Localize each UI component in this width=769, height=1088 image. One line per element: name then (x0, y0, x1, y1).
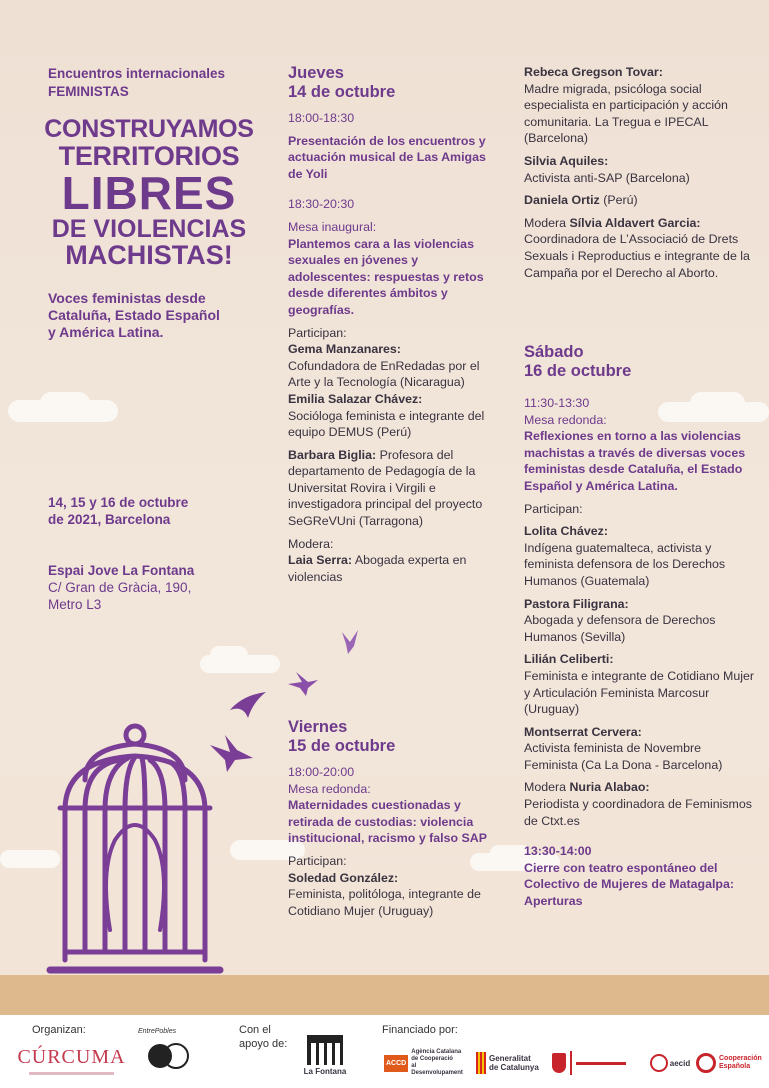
venue-name: Espai Jove La Fontana (48, 563, 195, 578)
moderator-desc: Abogada experta en violencias (288, 553, 467, 584)
bird-icon (286, 670, 320, 698)
thursday-s2-type: Mesa inaugural: (288, 219, 377, 234)
entrepobles-text: EntrePobles (138, 1028, 177, 1035)
speaker-entry (288, 447, 498, 530)
subtitle-line1: Voces feministas desde (48, 290, 206, 306)
la-fontana-logo (300, 1026, 350, 1082)
pre-title-line1: Encuentros internacionales (48, 66, 226, 81)
saturday-s1-time: 11:30-13:30 (524, 396, 590, 410)
accd-text-line2: de Cooperació (411, 1056, 453, 1062)
title-line2: TERRITORIOS (58, 141, 240, 171)
bird-icon (205, 730, 255, 775)
friday-s1-type: Mesa redonda: (288, 781, 371, 796)
main-title (40, 116, 258, 268)
saturday-s2-title: Cierre con teatro espontáneo del Colectivo de Mujeres de Matagalpa: Aperturas (524, 860, 735, 909)
speaker-name: Montserrat Cervera: (524, 724, 642, 739)
generalitat-flag-icon (476, 1052, 486, 1074)
speaker-name: Lilián Celiberti: (524, 652, 614, 667)
moderator-name: Sílvia Aldavert Garcia: (569, 215, 701, 230)
friday-continued (524, 64, 754, 281)
friday-s1-time: 18:00-20:00 (288, 765, 355, 779)
moderator-entry (288, 552, 498, 585)
generalitat-logo (476, 1046, 544, 1080)
title-line5: MACHISTAS! (65, 240, 233, 270)
cooperacion-text (719, 1055, 762, 1071)
bird-icon (338, 628, 362, 656)
subtitle-line3: y América Latina. (48, 324, 164, 340)
saturday-s1-type: Mesa redonda: (524, 412, 607, 427)
thursday-s1-title: Presentación de los encuentros y actuación musical de Las Amigas de Yoli (288, 133, 486, 181)
aecid-logo (648, 1046, 692, 1080)
accd-text-line1: Agència Catalana (411, 1049, 462, 1055)
accd-logo-mark: ACCD (384, 1055, 408, 1072)
event-venue (48, 562, 194, 613)
speaker-desc: Activista feminista de Novembre Feminista (Ca La Dona - Barcelona) (524, 741, 723, 772)
friday-participan: Participan: (288, 853, 347, 868)
aecid-text: aecid (669, 1058, 691, 1068)
thursday-section (288, 64, 498, 585)
moderator-label: Modera (524, 215, 570, 230)
friday-date: 15 de octubre (288, 737, 396, 755)
cloud (40, 392, 90, 414)
entrepobles-logo (138, 1030, 198, 1082)
moderator-desc: Coordinadora de L’Associació de Drets Sexuals i Reproductius e integrante de la Campaña por el Derecho al Aborto. (524, 232, 750, 280)
generalitat-text-line1: Generalitat (489, 1054, 531, 1063)
accd-logo (384, 1046, 466, 1080)
accd-text-line3: al Desenvolupament (411, 1063, 463, 1076)
saturday-s1-title: Reflexiones en torno a las violencias machistas a través de diversas voces feministas desde Cataluña, el Estado Español y América Latina. (524, 429, 746, 493)
venue-address2: Metro L3 (48, 597, 102, 612)
con-el-label: Con el (239, 1024, 271, 1036)
generalitat-text (489, 1054, 539, 1072)
cooperacion-text-line1: Cooperación (719, 1055, 762, 1062)
speaker-name: Daniela Ortiz (524, 193, 600, 208)
friday-s1-title: Maternidades cuestionadas y retirada de custodias: violencia institucional, racismo y falso SAP (288, 798, 487, 846)
thursday-s1-time: 18:00-18:30 (288, 111, 355, 125)
saturday-date: 16 de octubre (524, 362, 632, 380)
subtitle (48, 290, 220, 341)
speaker-name: Barbara Biglia: (288, 447, 377, 462)
cooperacion-espanola-logo (696, 1046, 766, 1080)
speaker-name: Silvia Aquiles: (524, 153, 609, 168)
thursday-s2-title: Plantemos cara a las violencias sexuales en jóvenes y adolescentes: respuestas y retos desde diferentes ámbitos y geografías. (288, 236, 484, 317)
apoyo-label: apoyo de: (239, 1038, 288, 1050)
cooperacion-circle-icon (696, 1053, 716, 1073)
title-line1: CONSTRUYAMOS (44, 115, 254, 143)
speaker-desc: Indígena guatemalteca, activista y feminista defensora de los Derechos Humanos (Guatemala) (524, 540, 726, 588)
speaker-desc: Feminista, politóloga, integrante de Cotidiano Mujer (Uruguay) (288, 887, 481, 918)
la-fontana-logo-mark (305, 1033, 345, 1067)
thursday-moderator-label: Modera: (288, 536, 334, 551)
moderator-entry (524, 215, 754, 232)
venue-address1: C/ Gran de Gràcia, 190, (48, 580, 192, 595)
title-line3: LIBRES (61, 167, 237, 219)
speaker-name: Gema Manzanares: (288, 342, 401, 357)
spanish-ministry-logo (552, 1046, 642, 1080)
dates-line2: de 2021, Barcelona (48, 512, 171, 527)
thursday-date: 14 de octubre (288, 83, 396, 101)
moderator-entry (524, 779, 756, 796)
speaker-name: Soledad González: (288, 870, 399, 885)
pre-title (48, 65, 225, 101)
entrepobles-logo-mark (138, 1030, 198, 1082)
generalitat-text-line2: de Catalunya (489, 1063, 539, 1072)
event-dates (48, 494, 188, 528)
la-fontana-text: La Fontana (303, 1066, 347, 1076)
thursday-s2-time: 18:30-20:30 (288, 197, 355, 212)
friday-section (288, 718, 488, 919)
curcuma-logo (17, 1040, 126, 1080)
ground-strip (0, 975, 769, 1015)
saturday-s2-time: 13:30-14:00 (524, 844, 592, 859)
speaker-name: Lolita Chávez: (524, 524, 608, 539)
thursday-day: Jueves (288, 64, 344, 82)
dates-line1: 14, 15 y 16 de octubre (48, 495, 189, 510)
accd-text (411, 1049, 466, 1077)
moderator-desc: Periodista y coordinadora de Feminismos de Ctxt.es (524, 797, 752, 828)
moderator-label: Modera (524, 780, 570, 795)
speaker-name: Rebeca Gregson Tovar: (524, 65, 663, 79)
subtitle-line2: Cataluña, Estado Español (48, 307, 220, 323)
aecid-circle-icon (650, 1054, 668, 1072)
speaker-desc: Madre migrada, psicóloga social especialista en participación y acción comunitaria. La Tregua e IPECAL (Barcelona) (524, 81, 728, 146)
speaker-entry (524, 192, 754, 209)
saturday-day: Sábado (524, 343, 584, 361)
speaker-name: Pastora Filigrana: (524, 596, 629, 611)
cooperacion-text-line2: Española (719, 1063, 751, 1070)
title-line4: DE VIOLENCIAS (51, 215, 247, 243)
speaker-desc: Feminista e integrante de Cotidiano Mujer y Articulación Feminista Marcosur (Uruguay) (524, 668, 755, 717)
speaker-desc: Cofundadora de EnRedadas por el Arte y la Tecnología (Nicaragua) (288, 358, 480, 390)
saturday-participan: Participan: (524, 501, 583, 516)
pre-title-line2: FEMINISTAS (48, 84, 129, 99)
speaker-desc: Activista anti-SAP (Barcelona) (524, 170, 690, 185)
speaker-desc: (Perú) (599, 193, 638, 208)
speaker-desc: Socióloga feminista e integrante del equipo DEMUS (Perú) (288, 408, 485, 440)
bird-icon (228, 690, 268, 720)
speaker-desc: Abogada y defensora de Derechos Humanos (Sevilla) (524, 613, 716, 644)
organizan-label: Organizan: (32, 1024, 86, 1036)
saturday-section (524, 343, 756, 910)
thursday-participan: Participan: (288, 325, 347, 340)
speaker-desc: Profesora del departamento de Pedagogía de la Universitat Rovira i Virgili e investigadora principal del proyecto SeGReVUni (Tarragona) (288, 447, 483, 529)
moderator-name: Nuria Alabao: (569, 780, 650, 795)
birdcage-illustration (30, 630, 330, 980)
curcuma-logo-text: CÚRCUMA (17, 1045, 126, 1068)
financiado-label: Financiado por: (382, 1024, 458, 1036)
friday-day: Viernes (288, 718, 348, 736)
moderator-name: Laia Serra: (288, 553, 353, 568)
spanish-shield-icon (552, 1053, 566, 1073)
speaker-name: Emilia Salazar Chávez: (288, 391, 423, 406)
